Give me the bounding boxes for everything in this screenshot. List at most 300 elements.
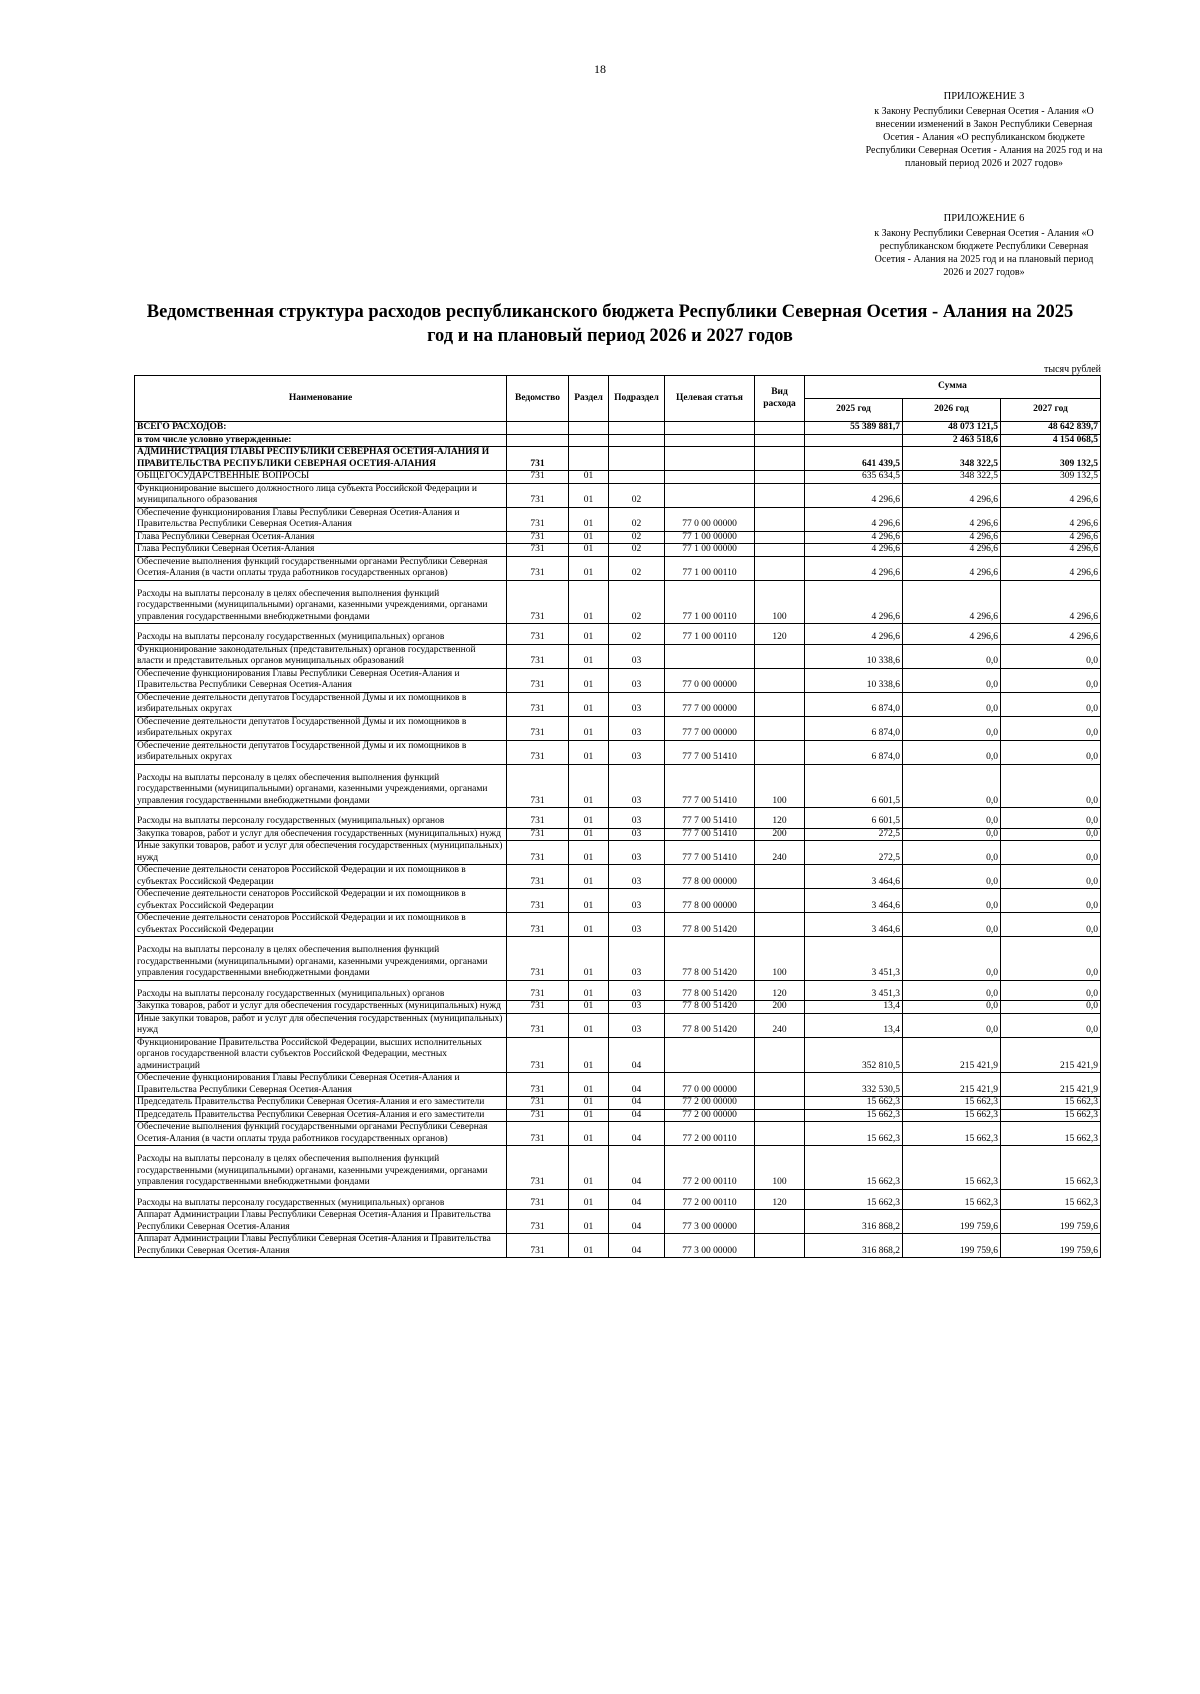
row-expense-type — [755, 668, 805, 692]
row-amount-2025: 4 296,6 — [805, 483, 903, 507]
header-subsection: Подраздел — [609, 376, 665, 422]
row-section: 01 — [569, 1073, 609, 1097]
row-section: 01 — [569, 913, 609, 937]
row-amount-2025: 13,4 — [805, 1013, 903, 1037]
row-department: 731 — [507, 483, 569, 507]
table-row — [135, 644, 1101, 668]
row-expense-type — [755, 422, 805, 435]
row-name: Обеспечение деятельности депутатов Государственной Думы и их помощников в избирательных округах — [135, 740, 507, 764]
row-section — [569, 447, 609, 471]
row-amount-2026: 0,0 — [903, 841, 1001, 865]
row-target-article — [665, 471, 755, 484]
table-row — [135, 624, 1101, 645]
table-row — [135, 1013, 1101, 1037]
header-name: Наименование — [135, 376, 507, 422]
row-department: 731 — [507, 556, 569, 580]
table-row — [135, 1001, 1101, 1014]
table-row — [135, 764, 1101, 808]
row-amount-2025: 10 338,6 — [805, 668, 903, 692]
row-amount-2025: 13,4 — [805, 1001, 903, 1014]
appendix-6-block — [864, 212, 1104, 279]
table-row — [135, 865, 1101, 889]
row-name: Функционирование законодательных (представительных) органов государственной власти и представительных органов муниципальных образований — [135, 644, 507, 668]
row-expense-type — [755, 1073, 805, 1097]
row-expense-type — [755, 1210, 805, 1234]
row-amount-2025: 316 868,2 — [805, 1234, 903, 1258]
row-amount-2026: 0,0 — [903, 692, 1001, 716]
row-expense-type: 200 — [755, 828, 805, 841]
row-department: 731 — [507, 531, 569, 544]
table-row — [135, 471, 1101, 484]
row-name: Глава Республики Северная Осетия-Алания — [135, 531, 507, 544]
row-name: Аппарат Администрации Главы Республики Северная Осетия-Алания и Правительства Республики Северная Осетия-Алания — [135, 1210, 507, 1234]
row-expense-type — [755, 447, 805, 471]
row-amount-2026: 215 421,9 — [903, 1073, 1001, 1097]
table-row — [135, 434, 1101, 447]
row-department: 731 — [507, 828, 569, 841]
row-amount-2027: 48 642 839,7 — [1001, 422, 1101, 435]
table-row — [135, 1037, 1101, 1073]
row-name: Расходы на выплаты персоналу государственных (муниципальных) органов — [135, 624, 507, 645]
row-amount-2026: 4 296,6 — [903, 544, 1001, 557]
table-row — [135, 507, 1101, 531]
row-department: 731 — [507, 764, 569, 808]
row-name: Расходы на выплаты персоналу в целях обеспечения выполнения функций государственными (муниципальными) органами, казенными учреждениями, органами управления государственными внебюджетными фондами — [135, 937, 507, 981]
row-target-article: 77 2 00 00110 — [665, 1146, 755, 1190]
row-amount-2025: 3 451,3 — [805, 980, 903, 1001]
row-amount-2026: 4 296,6 — [903, 580, 1001, 624]
row-section: 01 — [569, 764, 609, 808]
row-amount-2027: 0,0 — [1001, 716, 1101, 740]
table-row — [135, 1097, 1101, 1110]
row-department: 731 — [507, 1001, 569, 1014]
row-target-article: 77 8 00 51420 — [665, 1013, 755, 1037]
row-target-article: 77 2 00 00000 — [665, 1109, 755, 1122]
row-name: Закупка товаров, работ и услуг для обеспечения государственных (муниципальных) нужд — [135, 828, 507, 841]
row-amount-2026: 4 296,6 — [903, 483, 1001, 507]
row-name: Расходы на выплаты персоналу государственных (муниципальных) органов — [135, 808, 507, 829]
row-department: 731 — [507, 1122, 569, 1146]
row-expense-type — [755, 1097, 805, 1110]
row-target-article: 77 3 00 00000 — [665, 1210, 755, 1234]
row-name: в том числе условно утвержденные: — [135, 434, 507, 447]
row-amount-2027: 199 759,6 — [1001, 1210, 1101, 1234]
row-amount-2026: 15 662,3 — [903, 1189, 1001, 1210]
row-subsection: 04 — [609, 1122, 665, 1146]
page-number: 18 — [594, 62, 606, 76]
table-row — [135, 828, 1101, 841]
row-subsection: 04 — [609, 1189, 665, 1210]
row-expense-type — [755, 556, 805, 580]
row-amount-2026: 4 296,6 — [903, 531, 1001, 544]
row-department: 731 — [507, 1109, 569, 1122]
table-row — [135, 580, 1101, 624]
row-section: 01 — [569, 1146, 609, 1190]
budget-table-body — [135, 422, 1101, 1258]
table-row — [135, 1210, 1101, 1234]
row-subsection: 03 — [609, 716, 665, 740]
table-row — [135, 1073, 1101, 1097]
row-amount-2026: 348 322,5 — [903, 471, 1001, 484]
row-name: Обеспечение деятельности депутатов Государственной Думы и их помощников в избирательных округах — [135, 692, 507, 716]
row-subsection: 04 — [609, 1109, 665, 1122]
row-section — [569, 434, 609, 447]
table-row — [135, 808, 1101, 829]
row-amount-2026: 0,0 — [903, 644, 1001, 668]
row-target-article: 77 3 00 00000 — [665, 1234, 755, 1258]
row-amount-2027: 0,0 — [1001, 980, 1101, 1001]
row-subsection: 03 — [609, 692, 665, 716]
row-target-article — [665, 644, 755, 668]
row-amount-2025: 635 634,5 — [805, 471, 903, 484]
row-name: Обеспечение деятельности сенаторов Российской Федерации и их помощников в субъектах Российской Федерации — [135, 913, 507, 937]
row-section: 01 — [569, 841, 609, 865]
row-amount-2026: 0,0 — [903, 913, 1001, 937]
row-name: Аппарат Администрации Главы Республики Северная Осетия-Алания и Правительства Республики Северная Осетия-Алания — [135, 1234, 507, 1258]
row-name: ОБЩЕГОСУДАРСТВЕННЫЕ ВОПРОСЫ — [135, 471, 507, 484]
header-department: Ведомство — [507, 376, 569, 422]
row-expense-type: 100 — [755, 937, 805, 981]
row-name: Расходы на выплаты персоналу в целях обеспечения выполнения функций государственными (муниципальными) органами, казенными учреждениями, органами управления государственными внебюджетными фондами — [135, 764, 507, 808]
row-amount-2027: 15 662,3 — [1001, 1146, 1101, 1190]
row-amount-2025: 6 874,0 — [805, 716, 903, 740]
row-amount-2025: 332 530,5 — [805, 1073, 903, 1097]
appendix-3-heading: ПРИЛОЖЕНИЕ 3 — [943, 91, 1025, 102]
row-target-article: 77 1 00 00000 — [665, 531, 755, 544]
row-subsection: 02 — [609, 531, 665, 544]
row-amount-2025: 4 296,6 — [805, 544, 903, 557]
row-target-article: 77 8 00 51420 — [665, 913, 755, 937]
row-expense-type — [755, 531, 805, 544]
row-target-article: 77 2 00 00110 — [665, 1122, 755, 1146]
row-department: 731 — [507, 692, 569, 716]
row-expense-type — [755, 507, 805, 531]
table-row — [135, 531, 1101, 544]
row-amount-2025: 272,5 — [805, 828, 903, 841]
row-name: Функционирование Правительства Российской Федерации, высших исполнительных органов государственной власти субъектов Российской Федерации, местных администраций — [135, 1037, 507, 1073]
row-department: 731 — [507, 889, 569, 913]
row-name: Председатель Правительства Республики Северная Осетия-Алания и его заместители — [135, 1097, 507, 1110]
row-amount-2026: 0,0 — [903, 828, 1001, 841]
row-subsection: 03 — [609, 913, 665, 937]
row-subsection: 03 — [609, 1013, 665, 1037]
units-label: тысяч рублей — [1043, 364, 1101, 375]
row-expense-type: 100 — [755, 1146, 805, 1190]
row-name: Расходы на выплаты персоналу государственных (муниципальных) органов — [135, 980, 507, 1001]
row-target-article: 77 8 00 51420 — [665, 980, 755, 1001]
row-amount-2026: 0,0 — [903, 764, 1001, 808]
row-amount-2026: 0,0 — [903, 1001, 1001, 1014]
row-target-article: 77 2 00 00000 — [665, 1097, 755, 1110]
row-subsection: 03 — [609, 668, 665, 692]
row-subsection: 03 — [609, 889, 665, 913]
row-amount-2025: 10 338,6 — [805, 644, 903, 668]
row-amount-2027: 4 296,6 — [1001, 580, 1101, 624]
row-amount-2026: 0,0 — [903, 980, 1001, 1001]
row-amount-2026: 0,0 — [903, 740, 1001, 764]
row-expense-type — [755, 544, 805, 557]
row-amount-2026: 15 662,3 — [903, 1097, 1001, 1110]
row-expense-type: 120 — [755, 980, 805, 1001]
row-section: 01 — [569, 808, 609, 829]
row-target-article: 77 1 00 00110 — [665, 624, 755, 645]
row-amount-2026: 0,0 — [903, 889, 1001, 913]
budget-table — [134, 375, 1101, 1258]
table-row — [135, 716, 1101, 740]
row-amount-2025: 15 662,3 — [805, 1189, 903, 1210]
row-expense-type — [755, 740, 805, 764]
row-section: 01 — [569, 1013, 609, 1037]
row-subsection: 03 — [609, 764, 665, 808]
row-subsection: 02 — [609, 483, 665, 507]
row-section: 01 — [569, 1001, 609, 1014]
row-amount-2025: 272,5 — [805, 841, 903, 865]
row-amount-2027: 0,0 — [1001, 889, 1101, 913]
table-row — [135, 913, 1101, 937]
table-row — [135, 422, 1101, 435]
row-subsection: 03 — [609, 828, 665, 841]
row-amount-2025: 15 662,3 — [805, 1146, 903, 1190]
row-target-article: 77 8 00 51420 — [665, 937, 755, 981]
row-name: Расходы на выплаты персоналу государственных (муниципальных) органов — [135, 1189, 507, 1210]
row-amount-2025: 15 662,3 — [805, 1097, 903, 1110]
row-target-article: 77 0 00 00000 — [665, 507, 755, 531]
row-amount-2026: 199 759,6 — [903, 1210, 1001, 1234]
table-row — [135, 1122, 1101, 1146]
row-name: ВСЕГО РАСХОДОВ: — [135, 422, 507, 435]
row-amount-2027: 4 296,6 — [1001, 483, 1101, 507]
row-subsection: 04 — [609, 1073, 665, 1097]
table-row — [135, 841, 1101, 865]
row-subsection: 02 — [609, 507, 665, 531]
row-section: 01 — [569, 1189, 609, 1210]
row-expense-type — [755, 434, 805, 447]
row-target-article: 77 0 00 00000 — [665, 668, 755, 692]
row-department: 731 — [507, 1073, 569, 1097]
row-department: 731 — [507, 1097, 569, 1110]
row-amount-2027: 215 421,9 — [1001, 1037, 1101, 1073]
row-section: 01 — [569, 507, 609, 531]
row-section: 01 — [569, 483, 609, 507]
header-section: Раздел — [569, 376, 609, 422]
row-name: Обеспечение выполнения функций государственными органами Республики Северная Осетия-Алания (в части оплаты труда работников государственных органов) — [135, 1122, 507, 1146]
row-expense-type: 120 — [755, 1189, 805, 1210]
row-department: 731 — [507, 865, 569, 889]
row-amount-2025: 15 662,3 — [805, 1122, 903, 1146]
table-row — [135, 1146, 1101, 1190]
table-row — [135, 889, 1101, 913]
row-expense-type — [755, 483, 805, 507]
row-department: 731 — [507, 1234, 569, 1258]
row-target-article: 77 8 00 00000 — [665, 865, 755, 889]
row-amount-2027: 0,0 — [1001, 740, 1101, 764]
row-subsection: 04 — [609, 1234, 665, 1258]
row-subsection: 04 — [609, 1037, 665, 1073]
row-amount-2027: 199 759,6 — [1001, 1234, 1101, 1258]
row-expense-type: 120 — [755, 624, 805, 645]
row-amount-2026: 2 463 518,6 — [903, 434, 1001, 447]
row-section: 01 — [569, 531, 609, 544]
row-amount-2026: 0,0 — [903, 937, 1001, 981]
row-expense-type — [755, 1037, 805, 1073]
row-subsection: 03 — [609, 740, 665, 764]
row-target-article: 77 1 00 00110 — [665, 556, 755, 580]
row-amount-2027: 0,0 — [1001, 1013, 1101, 1037]
row-expense-type: 120 — [755, 808, 805, 829]
row-amount-2026: 48 073 121,5 — [903, 422, 1001, 435]
row-department — [507, 422, 569, 435]
table-row — [135, 980, 1101, 1001]
row-target-article: 77 7 00 51410 — [665, 764, 755, 808]
row-department: 731 — [507, 1146, 569, 1190]
table-row — [135, 1234, 1101, 1258]
row-amount-2025 — [805, 434, 903, 447]
row-section: 01 — [569, 937, 609, 981]
document-title: Ведомственная структура расходов республиканского бюджета Республики Северная Осетия - Алания на 2025 год и на плановый период 2026 и 2027 годов — [146, 302, 1074, 346]
row-amount-2027: 0,0 — [1001, 764, 1101, 808]
table-row — [135, 937, 1101, 981]
row-section: 01 — [569, 1122, 609, 1146]
table-row — [135, 1109, 1101, 1122]
row-expense-type: 200 — [755, 1001, 805, 1014]
row-expense-type — [755, 644, 805, 668]
row-amount-2026: 4 296,6 — [903, 624, 1001, 645]
row-section: 01 — [569, 580, 609, 624]
row-name: Функционирование высшего должностного лица субъекта Российской Федерации и муниципального образования — [135, 483, 507, 507]
row-amount-2025: 4 296,6 — [805, 531, 903, 544]
row-department: 731 — [507, 937, 569, 981]
row-amount-2027: 0,0 — [1001, 692, 1101, 716]
row-amount-2027: 4 296,6 — [1001, 556, 1101, 580]
row-subsection — [609, 471, 665, 484]
row-subsection: 02 — [609, 544, 665, 557]
row-expense-type — [755, 889, 805, 913]
row-target-article: 77 1 00 00110 — [665, 580, 755, 624]
row-name: Закупка товаров, работ и услуг для обеспечения государственных (муниципальных) нужд — [135, 1001, 507, 1014]
row-section: 01 — [569, 556, 609, 580]
row-target-article: 77 7 00 00000 — [665, 716, 755, 740]
row-amount-2025: 6 601,5 — [805, 764, 903, 808]
row-name: Глава Республики Северная Осетия-Алания — [135, 544, 507, 557]
row-amount-2027: 0,0 — [1001, 644, 1101, 668]
row-amount-2027: 4 296,6 — [1001, 507, 1101, 531]
row-target-article — [665, 422, 755, 435]
row-amount-2025: 3 464,6 — [805, 913, 903, 937]
row-amount-2025: 3 464,6 — [805, 865, 903, 889]
row-amount-2026: 199 759,6 — [903, 1234, 1001, 1258]
row-amount-2027: 4 296,6 — [1001, 624, 1101, 645]
row-amount-2025: 352 810,5 — [805, 1037, 903, 1073]
row-amount-2025: 4 296,6 — [805, 556, 903, 580]
row-name: Обеспечение функционирования Главы Республики Северная Осетия-Алания и Правительства Республики Северная Осетия-Алания — [135, 1073, 507, 1097]
row-section: 01 — [569, 716, 609, 740]
row-target-article: 77 1 00 00000 — [665, 544, 755, 557]
row-amount-2027: 309 132,5 — [1001, 471, 1101, 484]
table-row — [135, 556, 1101, 580]
row-amount-2026: 15 662,3 — [903, 1146, 1001, 1190]
row-department: 731 — [507, 808, 569, 829]
row-name: Обеспечение функционирования Главы Республики Северная Осетия-Алания и Правительства Республики Северная Осетия-Алания — [135, 668, 507, 692]
row-expense-type: 240 — [755, 841, 805, 865]
row-subsection: 03 — [609, 808, 665, 829]
row-amount-2025: 4 296,6 — [805, 507, 903, 531]
row-expense-type: 100 — [755, 764, 805, 808]
row-amount-2026: 0,0 — [903, 865, 1001, 889]
row-amount-2027: 0,0 — [1001, 913, 1101, 937]
row-department: 731 — [507, 1210, 569, 1234]
row-department: 731 — [507, 1013, 569, 1037]
row-amount-2026: 0,0 — [903, 808, 1001, 829]
row-subsection: 02 — [609, 556, 665, 580]
row-section: 01 — [569, 471, 609, 484]
row-subsection: 04 — [609, 1097, 665, 1110]
header-year-2027: 2027 год — [1001, 399, 1101, 422]
row-section: 01 — [569, 668, 609, 692]
header-year-2025: 2025 год — [805, 399, 903, 422]
row-target-article: 77 7 00 51410 — [665, 828, 755, 841]
row-expense-type — [755, 913, 805, 937]
row-section: 01 — [569, 740, 609, 764]
table-row — [135, 668, 1101, 692]
row-amount-2025: 3 464,6 — [805, 889, 903, 913]
table-row — [135, 1189, 1101, 1210]
appendix-3-block — [864, 90, 1104, 170]
row-section: 01 — [569, 544, 609, 557]
row-amount-2025: 55 389 881,7 — [805, 422, 903, 435]
row-amount-2027: 4 296,6 — [1001, 531, 1101, 544]
row-section: 01 — [569, 1097, 609, 1110]
row-department: 731 — [507, 1189, 569, 1210]
row-department: 731 — [507, 544, 569, 557]
row-amount-2026: 0,0 — [903, 716, 1001, 740]
row-subsection: 03 — [609, 865, 665, 889]
row-amount-2025: 4 296,6 — [805, 580, 903, 624]
row-subsection — [609, 447, 665, 471]
appendix-6-heading: ПРИЛОЖЕНИЕ 6 — [943, 213, 1025, 224]
row-amount-2025: 6 874,0 — [805, 692, 903, 716]
row-target-article — [665, 447, 755, 471]
row-target-article: 77 0 00 00000 — [665, 1073, 755, 1097]
table-row — [135, 740, 1101, 764]
header-expense-type: Вид расхода — [755, 376, 805, 422]
row-target-article: 77 2 00 00110 — [665, 1189, 755, 1210]
row-expense-type: 100 — [755, 580, 805, 624]
row-target-article: 77 7 00 51410 — [665, 740, 755, 764]
header-target-article: Целевая статья — [665, 376, 755, 422]
row-amount-2026: 4 296,6 — [903, 556, 1001, 580]
row-section: 01 — [569, 644, 609, 668]
row-subsection — [609, 422, 665, 435]
row-subsection: 02 — [609, 580, 665, 624]
row-name: Председатель Правительства Республики Северная Осетия-Алания и его заместители — [135, 1109, 507, 1122]
row-section: 01 — [569, 865, 609, 889]
table-row — [135, 483, 1101, 507]
row-amount-2025: 15 662,3 — [805, 1109, 903, 1122]
row-amount-2027: 15 662,3 — [1001, 1097, 1101, 1110]
row-subsection: 03 — [609, 1001, 665, 1014]
row-name: Обеспечение функционирования Главы Республики Северная Осетия-Алания и Правительства Республики Северная Осетия-Алания — [135, 507, 507, 531]
row-section: 01 — [569, 1109, 609, 1122]
row-name: АДМИНИСТРАЦИЯ ГЛАВЫ РЕСПУБЛИКИ СЕВЕРНАЯ ОСЕТИЯ-АЛАНИЯ И ПРАВИТЕЛЬСТВА РЕСПУБЛИКИ СЕВЕРНАЯ ОСЕТИЯ-АЛАНИЯ — [135, 447, 507, 471]
row-section: 01 — [569, 692, 609, 716]
row-expense-type — [755, 716, 805, 740]
row-subsection: 02 — [609, 624, 665, 645]
row-expense-type — [755, 692, 805, 716]
header-year-2026: 2026 год — [903, 399, 1001, 422]
row-amount-2027: 0,0 — [1001, 865, 1101, 889]
row-subsection: 03 — [609, 980, 665, 1001]
row-name: Обеспечение выполнения функций государственными органами Республики Северная Осетия-Алания (в части оплаты труда работников государственных органов) — [135, 556, 507, 580]
